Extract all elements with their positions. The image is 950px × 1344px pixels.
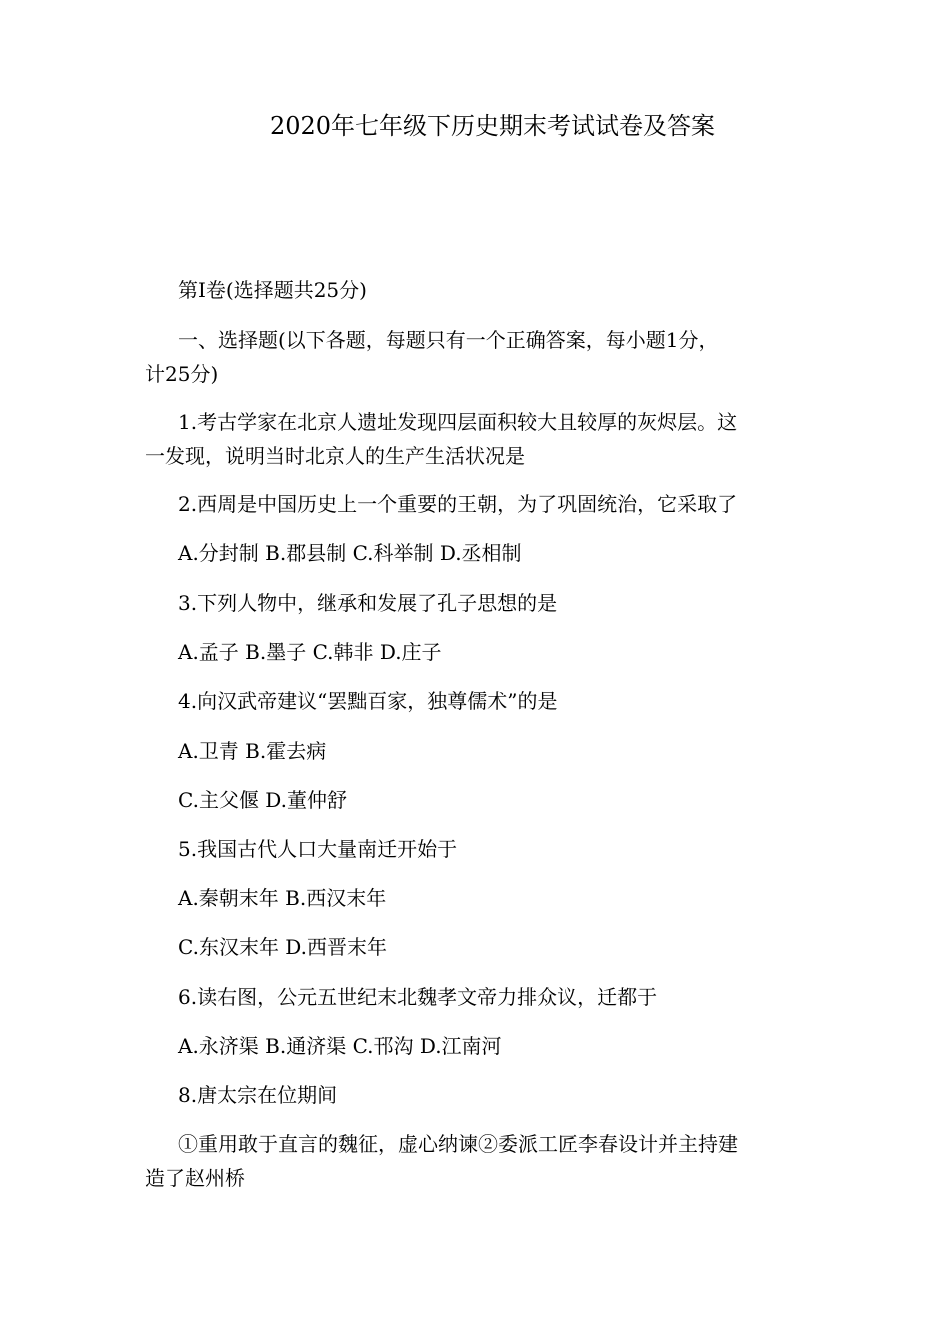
section-heading: 第Ⅰ卷(选择题共25分) — [178, 278, 367, 302]
question-3-options: A.孟子 B.墨子 C.韩非 D.庄子 — [178, 640, 442, 664]
question-6: 6.读右图，公元五世纪末北魏孝文帝力排众议，迁都于 — [178, 985, 658, 1009]
question-1-cont: 一发现，说明当时北京人的生产生活状况是 — [145, 444, 525, 468]
question-1: 1.考古学家在北京人遗址发现四层面积较大且较厚的灰烬层。这 — [178, 410, 738, 434]
question-4: 4.向汉武帝建议“罢黜百家，独尊儒术”的是 — [178, 689, 558, 713]
question-8-item: ①重用敢于直言的魏征，虚心纳谏②委派工匠李春设计并主持建 — [178, 1132, 738, 1156]
question-8: 8.唐太宗在位期间 — [178, 1083, 338, 1107]
question-5-options-cd: C.东汉末年 D.西晋末年 — [178, 935, 387, 959]
question-2: 2.西周是中国历史上一个重要的王朝，为了巩固统治，它采取了 — [178, 492, 738, 516]
question-8-item-cont: 造了赵州桥 — [145, 1166, 245, 1190]
instruction-line-cont: 计25分) — [145, 362, 219, 386]
question-4-options-cd: C.主父偃 D.董仲舒 — [178, 788, 347, 812]
question-6-options: A.永济渠 B.通济渠 C.邗沟 D.江南河 — [178, 1034, 502, 1058]
question-5-options-ab: A.秦朝末年 B.西汉末年 — [178, 886, 387, 910]
instruction-line: 一、选择题(以下各题，每题只有一个正确答案，每小题1分， — [178, 328, 719, 352]
question-2-options: A.分封制 B.郡县制 C.科举制 D.丞相制 — [178, 541, 522, 565]
question-4-options-ab: A.卫青 B.霍去病 — [178, 739, 327, 763]
document-title: 2020年七年级下历史期末考试试卷及答案 — [269, 112, 716, 140]
question-3: 3.下列人物中，继承和发展了孔子思想的是 — [178, 591, 558, 615]
question-5: 5.我国古代人口大量南迁开始于 — [178, 837, 458, 861]
